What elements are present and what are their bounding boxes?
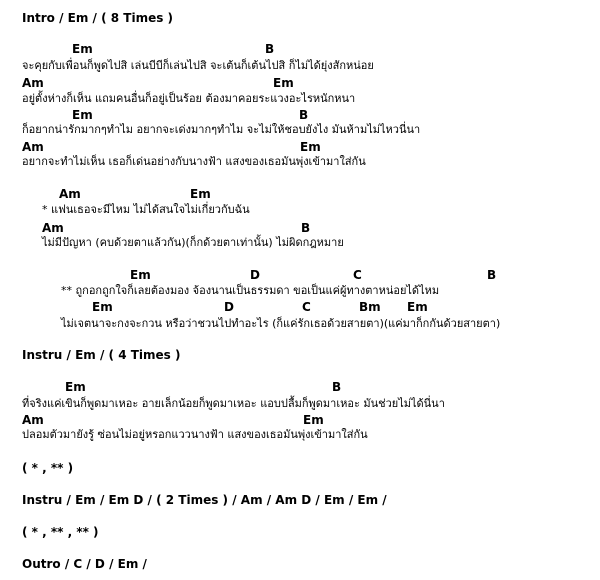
lyric-line: อยู่ตั้งห่างก็เห็น แถมคนอื่นก็อยู่เป็นร้อย ต้องมาคอยระแวงอะไรหนักหนา bbox=[22, 92, 356, 105]
chord: Am bbox=[42, 221, 64, 235]
intro-line: Intro / Em / ( 8 Times ) bbox=[22, 11, 174, 25]
chord: B bbox=[301, 221, 311, 235]
lyric-line: ปลอมตัวมายังรู้ ซ่อนไม่อยู่หรอกแววนางฟ้า แสงของเธอมันพุ่งเข้ามาใส่กัน bbox=[22, 428, 368, 441]
chord: Em bbox=[92, 300, 113, 314]
chord: Em bbox=[300, 140, 321, 154]
lyric-line: ** ถูกอกถูกใจก็เลยต้องมอง จ้องนานเป็นธรรมดา ขอเป็นแค่ผู้ทางตาหน่อยได้ไหม bbox=[61, 284, 440, 297]
chord: B bbox=[487, 268, 497, 282]
chord: Em bbox=[65, 380, 86, 394]
lyric-line: ที่จริงแค่เขินก็พูดมาเหอะ อายเล็กน้อยก็พูดมาเหอะ แอบปลื้มก็พูดมาเหอะ มันช่วยไม่ได้นี่นา bbox=[22, 397, 445, 410]
chord: Am bbox=[22, 76, 44, 90]
chord: Em bbox=[72, 42, 93, 56]
lyric-line: * แฟนเธอจะมีไหม ไม่ได้สนใจไม่เกี่ยวกับฉัน bbox=[42, 203, 250, 216]
chord: Em bbox=[72, 108, 93, 122]
repeat-line: ( * , ** , ** ) bbox=[22, 525, 99, 539]
chord: B bbox=[332, 380, 342, 394]
chord: Am bbox=[22, 140, 44, 154]
chord: Bm bbox=[359, 300, 381, 314]
chord: Am bbox=[22, 413, 44, 427]
chord: Em bbox=[130, 268, 151, 282]
instru-line: Instru / Em / ( 4 Times ) bbox=[22, 348, 181, 362]
lyric-line: ก็อยากน่ารักมากๆทำไม อยากจะเด่งมากๆทำไม จะไม่ให้ชอบยังไง มันห้ามไม่ไหวนี่นา bbox=[22, 123, 421, 136]
chord: D bbox=[224, 300, 234, 314]
chord: Em bbox=[273, 76, 294, 90]
outro-line: Outro / C / D / Em / bbox=[22, 557, 147, 571]
lyric-line: อยากจะทำไม่เห็น เธอก็เด่นอย่างกับนางฟ้า แสงของเธอมันพุ่งเข้ามาใส่กัน bbox=[22, 155, 366, 168]
chord: Am bbox=[59, 187, 81, 201]
repeat-line: ( * , ** ) bbox=[22, 461, 74, 475]
chord: Em bbox=[407, 300, 428, 314]
lyric-line: ไม่มีปัญหา (คบด้วยตาแล้วกัน)(ก็กด้วยตาเท่านั้น) ไม่ผิดกฎหมาย bbox=[42, 236, 344, 249]
chord: C bbox=[302, 300, 311, 314]
chord: C bbox=[353, 268, 362, 282]
lyric-line: ไม่เจตนาจะกงจะกวน หรือว่าชวนไปทำอะไร (ก็แค่รักเธอด้วยสายตา)(แค่มาก็กกันด้วยสายตา) bbox=[61, 317, 501, 330]
chord: B bbox=[265, 42, 275, 56]
chord: Em bbox=[190, 187, 211, 201]
instru-line: Instru / Em / Em D / ( 2 Times ) / Am / Am D / Em / Em / bbox=[22, 493, 387, 507]
lyric-line: จะคุยกับเพื่อนก็พูดไปสิ เล่นบีบีก็เล่นไปสิ จะเต้นก็เต้นไปสิ ก็ไม่ได้ยุ่งสักหน่อย bbox=[22, 59, 374, 72]
chord: Em bbox=[303, 413, 324, 427]
chord: B bbox=[299, 108, 309, 122]
chord: D bbox=[250, 268, 260, 282]
